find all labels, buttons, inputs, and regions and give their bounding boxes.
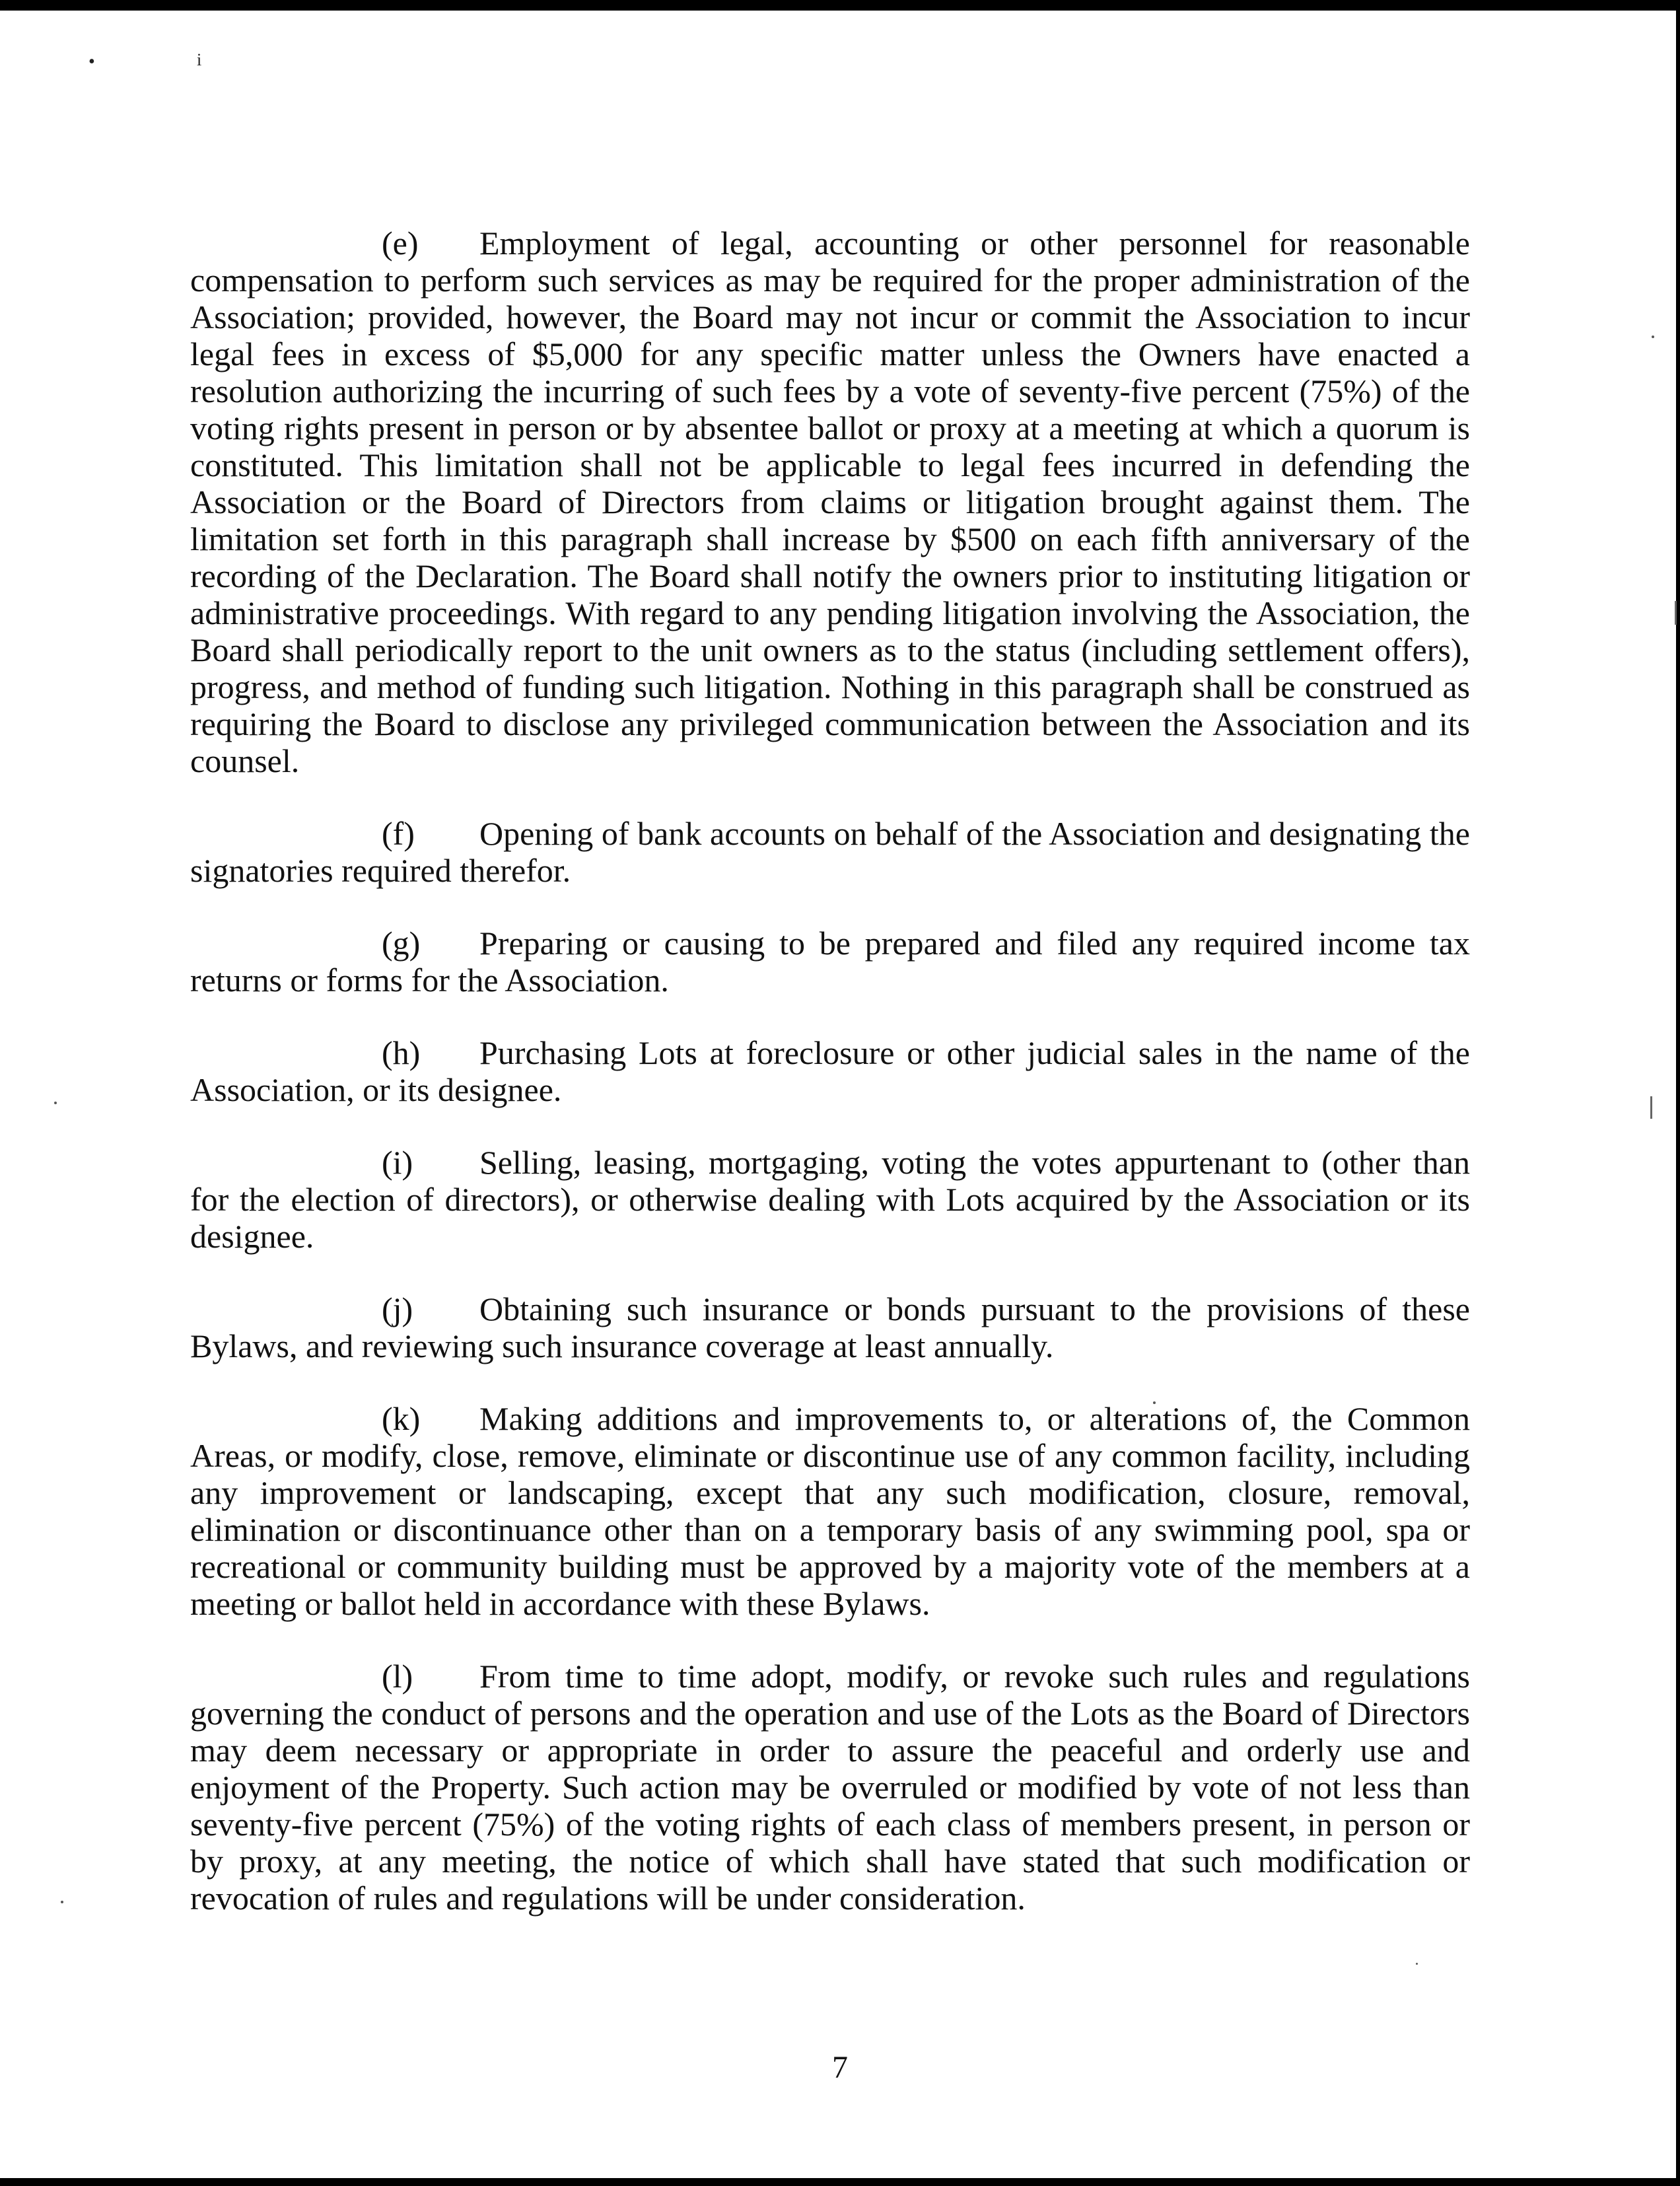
scan-bottom-border [0,2178,1680,2186]
scan-speck [1416,1963,1418,1965]
page-number: 7 [832,2050,848,2085]
paragraph-k [190,1400,1470,1622]
paragraph-f [190,815,1470,889]
paragraph-g [190,925,1470,999]
paragraph-label: (l) [382,1658,413,1695]
scan-right-border [1676,0,1680,2186]
scan-mark-i: i [197,50,202,69]
paragraph-text: Purchasing Lots at foreclosure or other judicial sales in the name of the Association, or its designee. [190,1034,1470,1108]
paragraph-label: (h) [382,1034,421,1071]
paragraph-e [190,225,1470,779]
paragraph-label: (g) [382,925,421,962]
scan-edge-tick [1650,1096,1652,1119]
paragraph-label: (e) [382,225,419,262]
scan-speck [61,1901,63,1903]
scan-edge-tick [1675,601,1677,625]
scan-speck [1652,335,1654,338]
paragraph-l [190,1658,1470,1917]
paragraph-text: Obtaining such insurance or bonds pursuant to the provisions of these Bylaws, and reviewing such insurance coverage at least annually. [190,1290,1470,1364]
paragraph-label: (i) [382,1144,413,1181]
document-body [190,225,1470,1917]
paragraph-text: Selling, leasing, mortgaging, voting the votes appurtenant to (other than for the election of directors), or otherwise dealing with Lots acquired by the Association or its designee. [190,1144,1470,1255]
paragraph-label: (j) [382,1290,413,1327]
paragraph-j [190,1290,1470,1364]
paragraph-text: From time to time adopt, modify, or revoke such rules and regulations governing the conduct of persons and the operation and use of the Lots as the Board of Directors may deem necessary or appropriate in order to assure the peaceful and orderly use and enjoyment of the Property. Such action may be overruled or modified by vote of not less than seventy-five percent (75%) of the voting rights of each class of members present, in person or by proxy, at any meeting, the notice of which shall have stated that such modification or revocation of rules and regulations will be under consideration. [190,1658,1470,1917]
scan-speck [54,1102,57,1104]
paragraph-text: Opening of bank accounts on behalf of the Association and designating the signatories required therefor. [190,815,1470,889]
paragraph-h [190,1034,1470,1108]
scan-top-border [0,0,1680,11]
paragraph-i [190,1144,1470,1255]
paragraph-text: Preparing or causing to be prepared and filed any required income tax returns or forms for the Association. [190,925,1470,999]
paragraph-label: (k) [382,1400,421,1437]
paragraph-text: Making additions and improvements to, or alterations of, the Common Areas, or modify, close, remove, eliminate or discontinue use of any common facility, including any improvement or landscaping, except that any such modification, closure, removal, elimination or discontinuance other than on a temporary basis of any swimming pool, spa or recreational or community building must be approved by a majority vote of the members at a meeting or ballot held in accordance with these Bylaws. [190,1400,1470,1622]
scan-mark-dot: • [88,52,95,72]
paragraph-text: Employment of legal, accounting or other personnel for reasonable compensation to perform such services as may be required for the proper administration of the Association; provided, however, the Board may not incur or commit the Association to incur legal fees in excess of $5,000 for any specific matter unless the Owners have enacted a resolution authorizing the incurring of such fees by a vote of seventy-five percent (75%) of the voting rights present in person or by absentee ballot or proxy at a meeting at which a quorum is constituted. This limitation shall not be applicable to legal fees incurred in defending the Association or the Board of Directors from claims or litigation brought against them. The limitation set forth in this paragraph shall increase by $500 on each fifth anniversary of the recording of the Declaration. The Board shall notify the owners prior to instituting litigation or administrative proceedings. With regard to any pending litigation involving the Association, the Board shall periodically report to the unit owners as to the status (including settlement offers), progress, and method of funding such litigation. Nothing in this paragraph shall be construed as requiring the Board to disclose any privileged communication between the Association and its counsel. [190,225,1470,779]
paragraph-label: (f) [382,815,415,852]
